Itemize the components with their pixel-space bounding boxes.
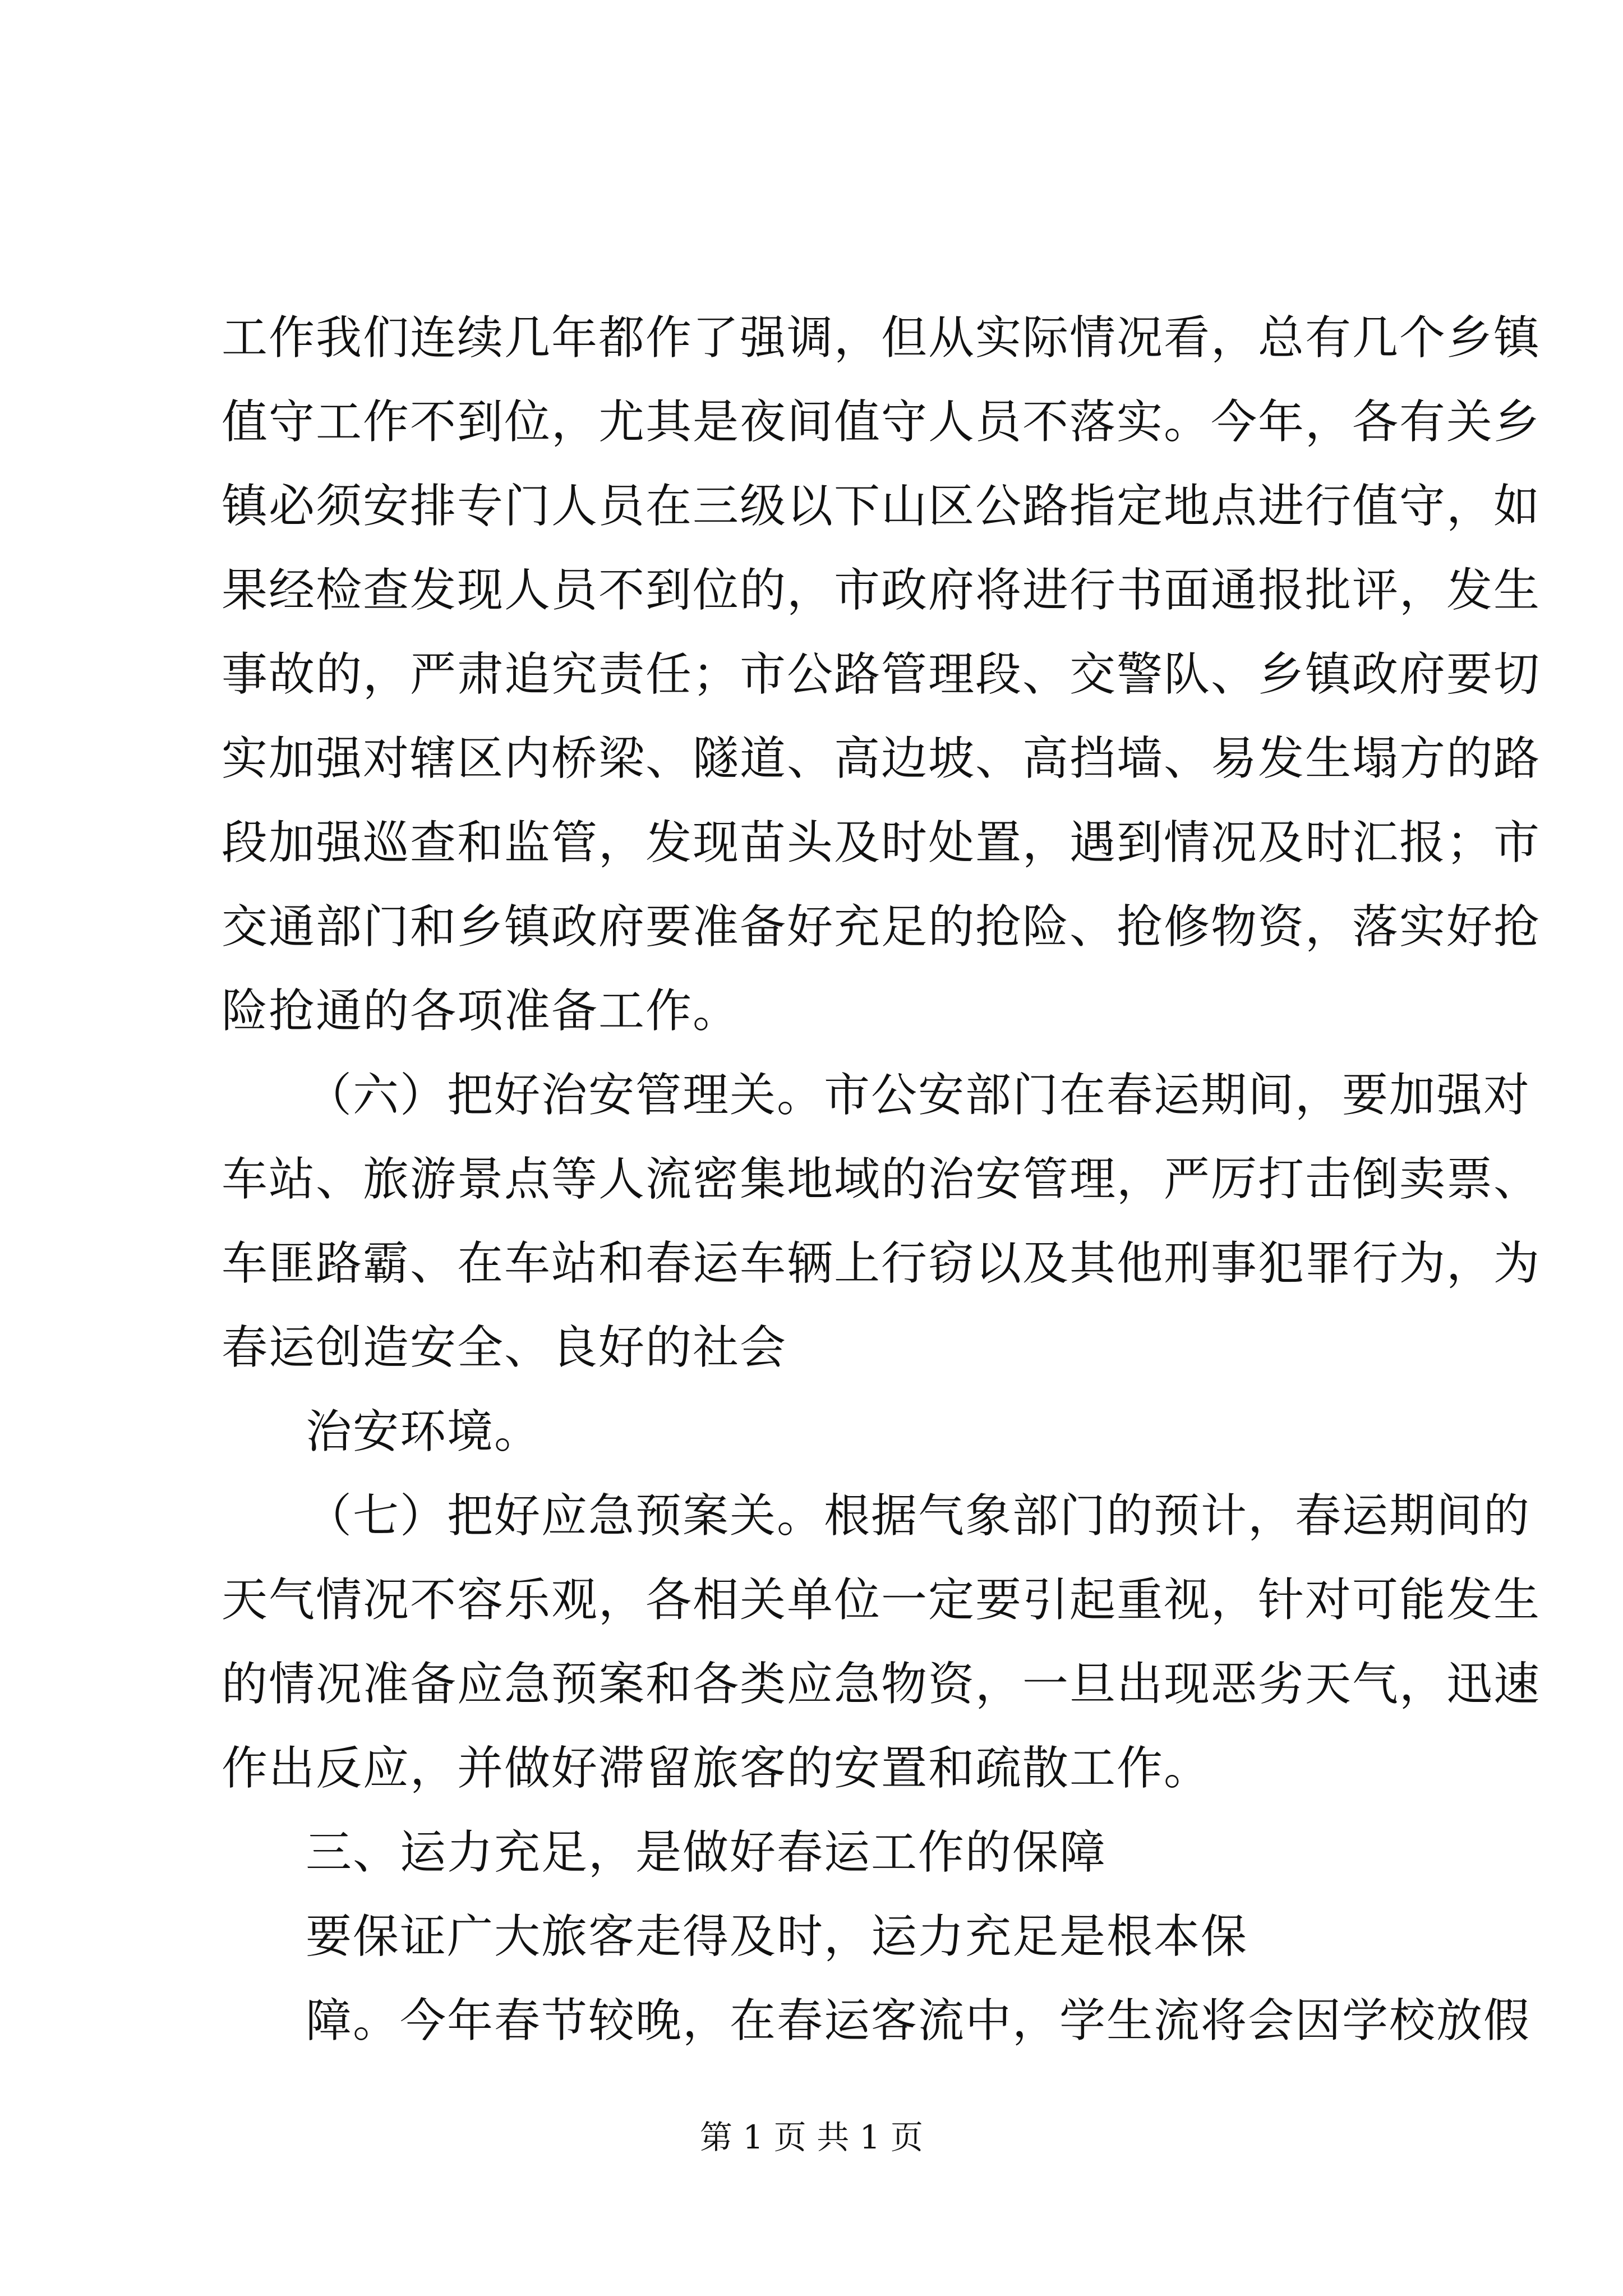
paragraph-start-line: 治安环境。 (306, 1405, 542, 1458)
paragraph-start-line: （六）把好治安管理关。市公安部门在春运期间，要加强对 (306, 1069, 1531, 1122)
paragraph-start-line: 障。今年春节较晚，在春运客流中，学生流将会因学校放假 (306, 1994, 1531, 2047)
body-line: 的情况准备应急预案和各类应急物资，一旦出现恶劣天气，迅速 (222, 1658, 1541, 1711)
body-line: 事故的，严肃追究责任；市公路管理段、交警队、乡镇政府要切 (222, 648, 1541, 701)
paragraph-start-line: （七）把好应急预案关。根据气象部门的预计，春运期间的 (306, 1489, 1531, 1543)
body-line: 天气情况不容乐观，各相关单位一定要引起重视，针对可能发生 (222, 1573, 1541, 1627)
body-line: 车站、旅游景点等人流密集地域的治安管理，严厉打击倒卖票、 (222, 1153, 1541, 1206)
body-line: 值守工作不到位，尤其是夜间值守人员不落实。今年，各有关乡 (222, 395, 1541, 449)
section-heading: 三、运力充足，是做好春运工作的保障 (306, 1826, 1107, 1879)
body-line: 果经检查发现人员不到位的，市政府将进行书面通报批评，发生 (222, 564, 1541, 617)
body-line: 交通部门和乡镇政府要准备好充足的抢险、抢修物资，落实好抢 (222, 900, 1541, 954)
body-line: 车匪路霸、在车站和春运车辆上行窃以及其他刑事犯罪行为，为 (222, 1237, 1541, 1290)
body-line: 镇必须安排专门人员在三级以下山区公路指定地点进行值守，如 (222, 480, 1541, 533)
page-footer: 第 1 页 共 1 页 (700, 2118, 923, 2156)
body-line: 春运创造安全、良好的社会 (222, 1321, 787, 1374)
body-line: 工作我们连续几年都作了强调，但从实际情况看，总有几个乡镇 (222, 311, 1541, 365)
body-line: 作出反应，并做好滞留旅客的安置和疏散工作。 (222, 1742, 1211, 1795)
body-line: 实加强对辖区内桥梁、隧道、高边坡、高挡墙、易发生塌方的路 (222, 732, 1541, 785)
body-line: 险抢通的各项准备工作。 (222, 984, 740, 1038)
paragraph-start-line: 要保证广大旅客走得及时，运力充足是根本保 (306, 1910, 1248, 1963)
body-line: 段加强巡查和监管，发现苗头及时处置，遇到情况及时汇报；市 (222, 816, 1541, 869)
